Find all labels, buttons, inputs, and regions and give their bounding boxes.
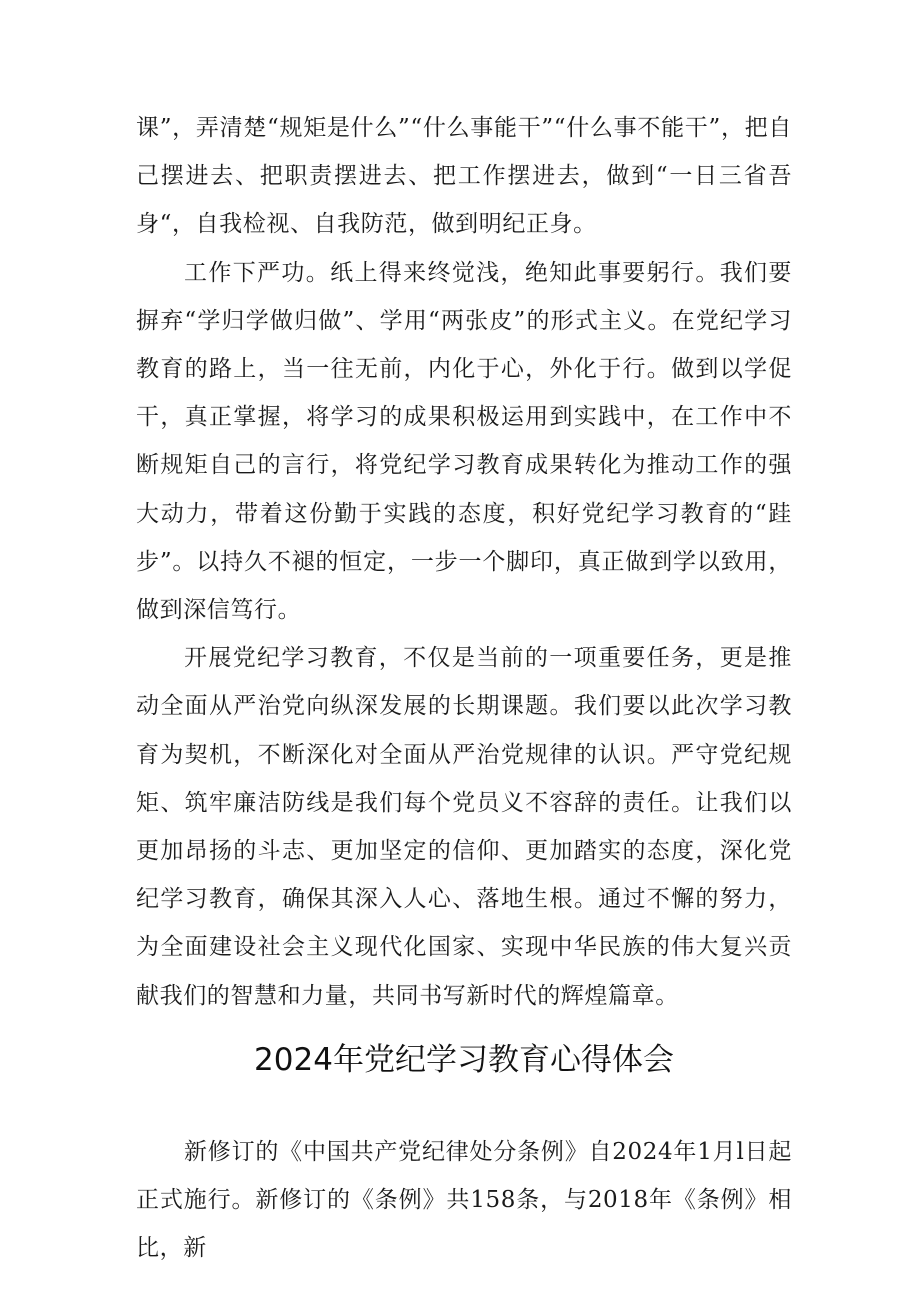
document-page [136, 104, 792, 1272]
paragraph-regulation-intro: 新修订的《中国共产党纪律处分条例》自2024年1月l日起正式施行。新修订的《条例》共158条，与2018年《条例》相比，新 [136, 1138, 792, 1262]
paragraph-continuation: 课”，弄清楚“规矩是什么”“什么事能干”“什么事不能干”，把自己摆进去、把职责摆进去、把工作摆进去，做到“一日三省吾身“，自我检视、自我防范，做到明纪正身。 [136, 115, 792, 238]
paragraph-party-discipline-education: 开展党纪学习教育，不仅是当前的一项重要任务，更是推动全面从严治党向纵深发展的长期课题。我们要以此次学习教育为契机，不断深化对全面从严治党规律的认识。严守党纪规矩、筑牢廉洁防线是我们每个党员义不容辞的责任。让我们以更加昂扬的斗志、更加坚定的信仰、更加踏实的态度，深化党纪学习教育，确保其深入人心、落地生根。通过不懈的努力，为全面建设社会主义现代化国家、实现中华民族的伟大复兴贡献我们的智慧和力量，共同书写新时代的辉煌篇章。 [136, 645, 792, 1009]
paragraph-work-practice: 工作下严功。纸上得来终觉浅，绝知此事要躬行。我们要摒弃“学归学做归做”、学用“两张皮”的形式主义。在党纪学习教育的路上，当一往无前，内化于心，外化于行。做到以学促干，真正掌握，将学习的成果积极运用到实践中，在工作中不断规矩自己的言行，将党纪学习教育成果转化为推动工作的强大动力，带着这份勤于实践的态度，积好党纪学习教育的“跬步”。以持久不褪的恒定，一步一个脚印，真正做到学以致用，做到深信笃行。 [136, 259, 792, 624]
document-title: 2024年党纪学习教育心得体会 [254, 1041, 674, 1078]
